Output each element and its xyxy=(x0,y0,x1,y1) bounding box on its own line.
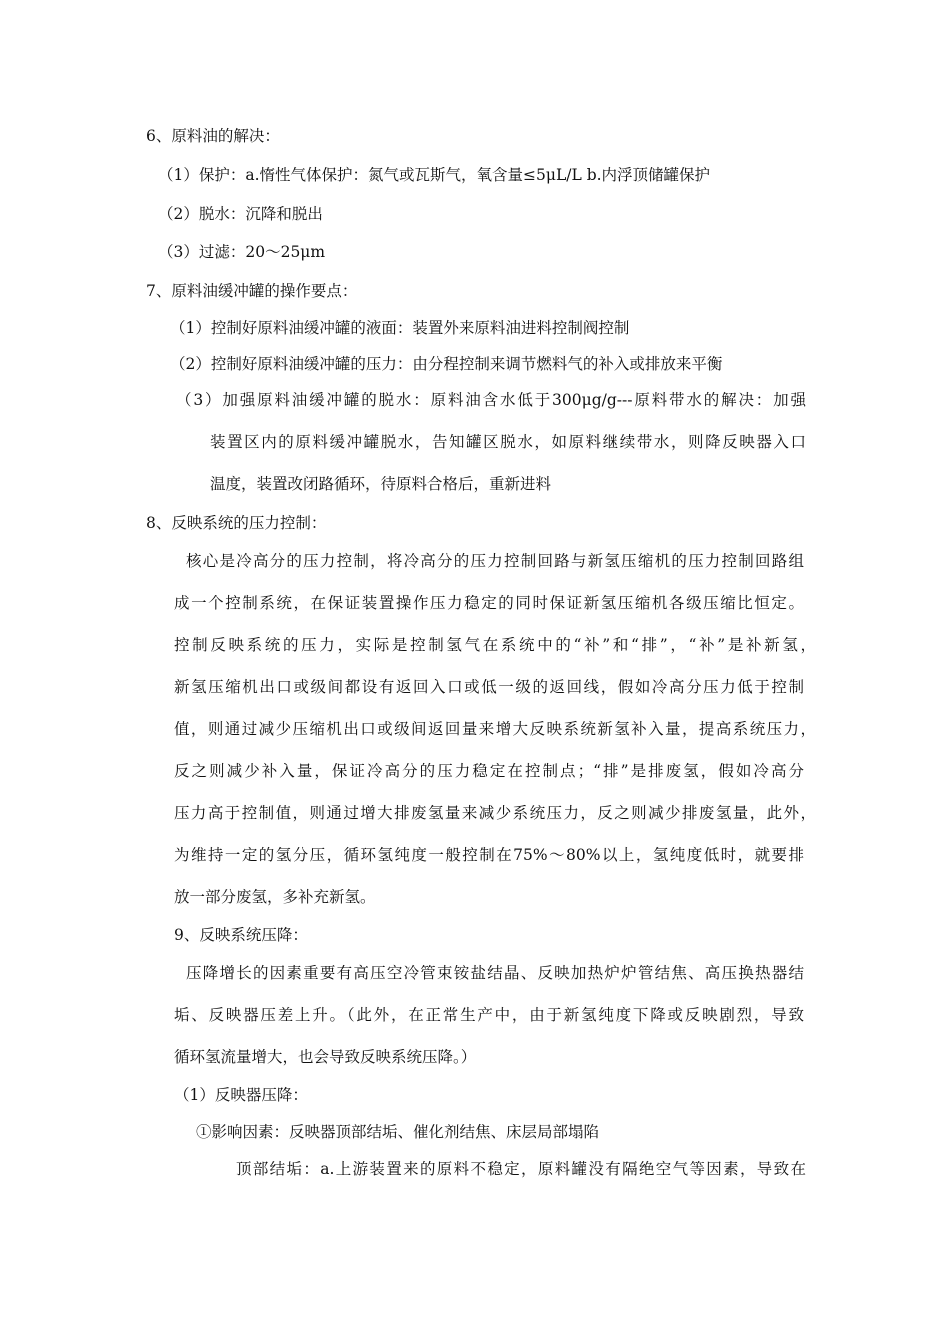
section-8-para-line: 新氢压缩机出口或级间都设有返回入口或低一级的返回线，假如冷高分压力低于控制 xyxy=(174,678,804,696)
section-8-para-line: 压力高于控制值，则通过增大排废氢量来减少系统压力，反之则减少排废氢量，此外， xyxy=(174,804,816,822)
section-7-item-3-line: 温度，装置改闭路循环，待原料合格后，重新进料 xyxy=(210,475,552,493)
section-9-factor: ①影响因素：反映器顶部结垢、催化剂结焦、床层局部塌陷 xyxy=(196,1123,600,1141)
section-8-para-line: 为维持一定的氢分压，循环氢纯度一般控制在75%～80%以上，氢纯度低时，就要排 xyxy=(174,846,804,864)
section-7-item-3-line: （3）加强原料油缓冲罐的脱水：原料油含水低于300μg/g---原料带水的解决：加强 xyxy=(176,391,806,409)
section-9-sub-1: （1）反映器压降： xyxy=(174,1086,308,1104)
section-6-item-1: （1）保护：a.惰性气体保护：氮气或瓦斯气，氧含量≤5μL/L b.内浮顶储罐保护 xyxy=(158,166,711,184)
section-8-para-line: 核心是冷高分的压力控制，将冷高分的压力控制回路与新氢压缩机的压力控制回路组 xyxy=(186,552,804,570)
section-7-heading: 7、原料油缓冲罐的操作要点： xyxy=(146,282,358,300)
section-8-para-line: 值，则通过减少压缩机出口或级间返回量来增大反映系统新氢补入量，提高系统压力， xyxy=(174,720,816,738)
section-8-para-line: 放一部分废氢，多补充新氢。 xyxy=(174,888,376,906)
section-9-top-fouling: 顶部结垢：a.上游装置来的原料不稳定，原料罐没有隔绝空气等因素，导致在 xyxy=(236,1160,806,1178)
section-9-para-line: 循环氢流量增大，也会导致反映系统压降。） xyxy=(174,1048,477,1066)
section-6-heading: 6、原料油的解决： xyxy=(146,127,280,145)
section-9-heading: 9、反映系统压降： xyxy=(174,926,308,944)
section-9-para-line: 垢、反映器压差上升。（此外，在正常生产中，由于新氢纯度下降或反映剧烈，导致 xyxy=(174,1006,804,1024)
section-7-item-2: （2）控制好原料油缓冲罐的压力：由分程控制来调节燃料气的补入或排放来平衡 xyxy=(170,355,723,373)
section-8-para-line: 反之则减少补入量，保证冷高分的压力稳定在控制点；“排”是排废氢，假如冷高分 xyxy=(174,762,804,780)
section-8-para-line: 控制反映系统的压力，实际是控制氢气在系统中的“补”和“排”，“补”是补新氢， xyxy=(174,636,816,654)
section-7-item-1: （1）控制好原料油缓冲罐的液面：装置外来原料油进料控制阀控制 xyxy=(170,319,630,337)
section-6-item-2: （2）脱水：沉降和脱出 xyxy=(158,205,323,223)
section-6-item-3: （3）过滤：20～25μm xyxy=(158,243,326,261)
section-9-para-line: 压降增长的因素重要有高压空冷管束铵盐结晶、反映加热炉炉管结焦、高压换热器结 xyxy=(186,964,804,982)
section-7-item-3-line: 装置区内的原料缓冲罐脱水，告知罐区脱水，如原料继续带水，则降反映器入口 xyxy=(210,433,806,451)
section-8-heading: 8、反映系统的压力控制： xyxy=(146,514,327,532)
section-8-para-line: 成一个控制系统，在保证装置操作压力稳定的同时保证新氢压缩机各级压缩比恒定。 xyxy=(174,594,804,612)
